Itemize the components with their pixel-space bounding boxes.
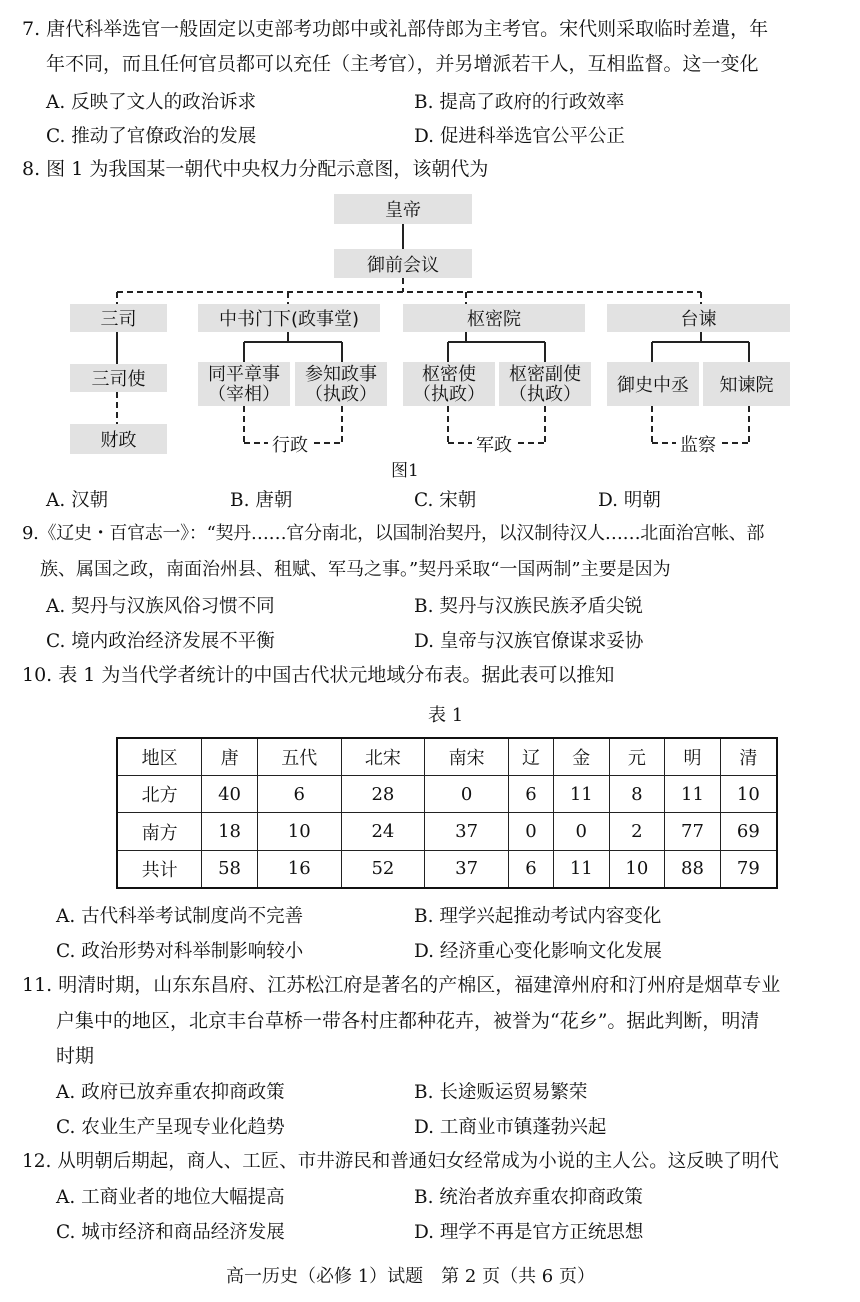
table-cell: 37 [425, 850, 509, 888]
table-cell: 金 [553, 738, 609, 776]
table-cell: 0 [508, 813, 553, 850]
canzhi-title: 参知政事 [305, 364, 377, 385]
table-title: 表 1 [428, 705, 464, 726]
table-cell: 唐 [202, 738, 258, 776]
q7-stem-line2: 年不同，而且任何官员都可以充任（主考官），并另增派若干人，互相监督。这一变化 [46, 53, 759, 75]
box-shumiyuan: 枢密院 [403, 304, 585, 332]
box-zhongshu-menxia: 中书门下(政事堂) [198, 304, 380, 332]
fushi-title: 枢密副使 [509, 364, 581, 385]
table-cell: 11 [553, 850, 609, 888]
q10-option-d: D. 经济重心变化影响文化发展 [414, 941, 662, 962]
table-cell: 共计 [117, 850, 202, 888]
box-tongping-zhangshi [198, 362, 290, 406]
q12-option-c: C. 城市经济和商品经济发展 [56, 1222, 285, 1243]
table-cell: 五代 [257, 738, 341, 776]
table-row [117, 776, 777, 813]
figure-caption: 图1 [391, 461, 419, 481]
q9-option-c: C. 境内政治经济发展不平衡 [46, 631, 275, 652]
q10-option-b: B. 理学兴起推动考试内容变化 [414, 906, 662, 927]
table-cell: 地区 [117, 738, 202, 776]
q11-option-a: A. 政府已放弃重农抑商政策 [56, 1082, 285, 1103]
table-cell: 69 [720, 813, 777, 850]
table-cell: 88 [665, 850, 721, 888]
table-cell: 58 [202, 850, 258, 888]
table-cell: 52 [341, 850, 425, 888]
label-xingzheng: 行政 [268, 431, 312, 457]
table-cell: 24 [341, 813, 425, 850]
fushi-note: （执政） [509, 384, 581, 405]
box-yushi-zhongcheng: 御史中丞 [607, 362, 699, 406]
table-cell: 79 [720, 850, 777, 888]
q12-option-d: D. 理学不再是官方正统思想 [414, 1222, 644, 1243]
q10-stem: 10. 表 1 为当代学者统计的中国古代状元地域分布表。据此表可以推知 [22, 664, 615, 686]
q9-stem-line1: 9.《辽史・百官志一》：“契丹……官分南北，以国制治契丹，以汉制待汉人……北面治宫帐、部 [22, 523, 765, 544]
q12-stem: 12. 从明朝后期起，商人、工匠、市井游民和普通妇女经常成为小说的主人公。这反映了明代 [22, 1151, 779, 1172]
table-row [117, 813, 777, 850]
table-cell: 10 [720, 776, 777, 813]
tongping-note: （宰相） [208, 384, 280, 405]
table-cell: 16 [257, 850, 341, 888]
q8-option-d: D. 明朝 [598, 490, 661, 511]
table-cell: 11 [665, 776, 721, 813]
q8-option-b: B. 唐朝 [230, 490, 293, 511]
canzhi-note: （执政） [305, 384, 377, 405]
box-sansi: 三司 [70, 304, 167, 332]
q8-stem: 8. 图 1 为我国某一朝代中央权力分配示意图，该朝代为 [22, 158, 489, 180]
q10-option-a: A. 古代科举考试制度尚不完善 [56, 906, 304, 927]
table-cell: 6 [257, 776, 341, 813]
box-canzhi-zhengshi [295, 362, 387, 406]
box-zhijianyuan: 知谏院 [703, 362, 790, 406]
q11-option-b: B. 长途贩运贸易繁荣 [414, 1082, 588, 1103]
table-cell: 8 [609, 776, 665, 813]
table-cell: 40 [202, 776, 258, 813]
table-cell: 37 [425, 813, 509, 850]
table-cell: 明 [665, 738, 721, 776]
q9-stem-line2: 族、属国之政，南面治州县、租赋、军马之事。”契丹采取“一国两制”主要是因为 [40, 559, 671, 580]
box-shumi-shi [403, 362, 495, 406]
table-cell: 2 [609, 813, 665, 850]
table-cell: 清 [720, 738, 777, 776]
table-cell: 北宋 [341, 738, 425, 776]
q11-stem-line3: 时期 [56, 1045, 95, 1067]
table-row [117, 850, 777, 888]
tongping-title: 同平章事 [208, 364, 280, 385]
q7-option-a: A. 反映了文人的政治诉求 [46, 92, 257, 113]
table-cell: 18 [202, 813, 258, 850]
q11-stem-line2: 户集中的地区，北京丰台草桥一带各村庄都种花卉，被誉为“花乡”。据此判断，明清 [56, 1010, 760, 1032]
q9-option-d: D. 皇帝与汉族官僚谋求妥协 [414, 631, 644, 652]
table-cell: 北方 [117, 776, 202, 813]
shumishi-title: 枢密使 [422, 364, 476, 385]
box-shumi-fushi [499, 362, 591, 406]
table-cell: 77 [665, 813, 721, 850]
q8-option-a: A. 汉朝 [46, 490, 109, 511]
table-cell: 元 [609, 738, 665, 776]
q7-option-d: D. 促进科举选官公平公正 [414, 126, 625, 147]
q9-option-b: B. 契丹与汉族民族矛盾尖锐 [414, 596, 643, 617]
q7-option-b: B. 提高了政府的行政效率 [414, 92, 625, 113]
table-cell: 11 [553, 776, 609, 813]
q11-option-d: D. 工商业市镇蓬勃兴起 [414, 1117, 607, 1138]
q11-option-c: C. 农业生产呈现专业化趋势 [56, 1117, 285, 1138]
q7-stem-line1: 7. 唐代科举选官一般固定以吏部考功郎中或礼部侍郎为主考官。宋代则采取临时差遣，年 [22, 18, 769, 40]
table-cell: 6 [508, 850, 553, 888]
label-junzheng: 军政 [472, 431, 516, 457]
q7-option-c: C. 推动了官僚政治的发展 [46, 126, 257, 147]
table-cell: 28 [341, 776, 425, 813]
shumishi-note: （执政） [413, 384, 485, 405]
box-imperial-council: 御前会议 [334, 249, 472, 278]
box-taijian: 台谏 [607, 304, 790, 332]
q10-option-c: C. 政治形势对科举制影响较小 [56, 941, 304, 962]
page-footer: 高一历史（必修 1）试题 第 2 页（共 6 页） [226, 1266, 595, 1287]
table-cell: 南方 [117, 813, 202, 850]
zhuangyuan-distribution-table [116, 737, 778, 889]
table-header-row [117, 738, 777, 776]
table-cell: 6 [508, 776, 553, 813]
table-cell: 10 [257, 813, 341, 850]
q12-option-b: B. 统治者放弃重农抑商政策 [414, 1187, 643, 1208]
box-emperor: 皇帝 [334, 194, 472, 224]
q12-option-a: A. 工商业者的地位大幅提高 [56, 1187, 285, 1208]
table-cell: 南宋 [425, 738, 509, 776]
diagram-connectors [0, 0, 860, 480]
q9-option-a: A. 契丹与汉族风俗习惯不同 [46, 596, 275, 617]
table-cell: 0 [553, 813, 609, 850]
box-caizheng: 财政 [70, 424, 167, 454]
table-cell: 10 [609, 850, 665, 888]
label-jiancha: 监察 [676, 431, 720, 457]
q11-stem-line1: 11. 明清时期，山东东昌府、江苏松江府是著名的产棉区，福建漳州府和汀州府是烟草专业 [22, 974, 781, 996]
table-cell: 0 [425, 776, 509, 813]
q8-option-c: C. 宋朝 [414, 490, 477, 511]
box-sansi-shi: 三司使 [70, 364, 167, 392]
table-cell: 辽 [508, 738, 553, 776]
